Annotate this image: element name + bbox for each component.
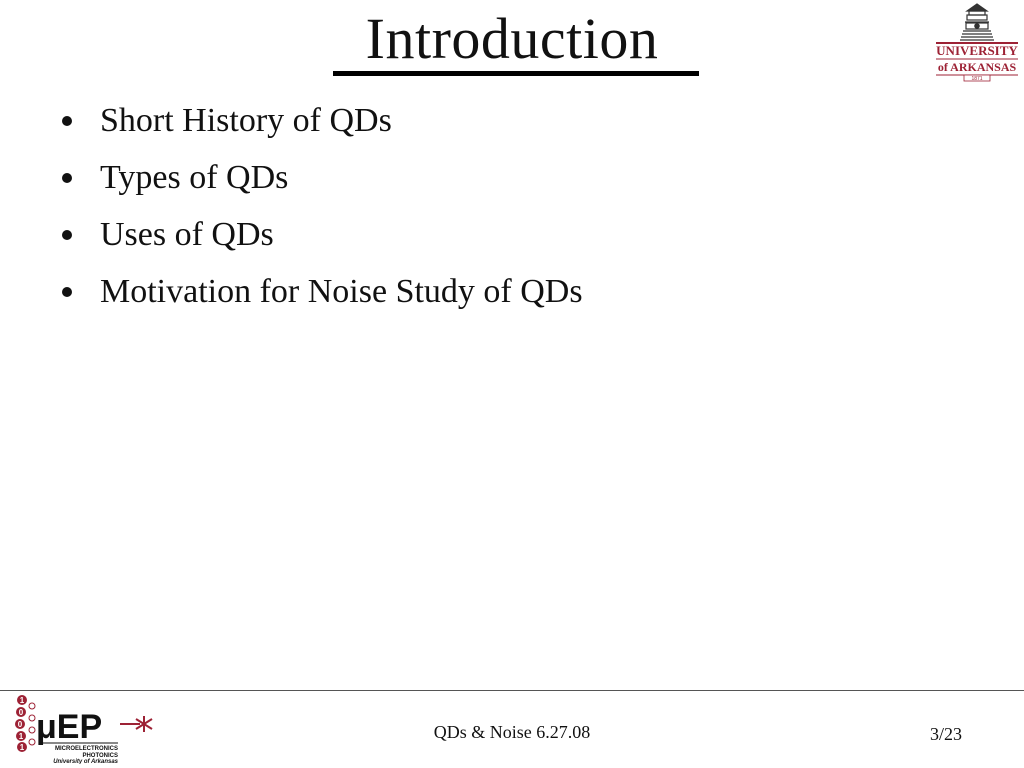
slide-title: Introduction [365, 6, 659, 71]
page-number: 3/23 [929, 724, 962, 744]
binary-digit: 0 [18, 708, 24, 717]
mep-subtitle-university: University of Arkansas [53, 759, 118, 764]
logo-university-text: UNIVERSITY [936, 43, 1018, 58]
binary-digit: 0 [17, 720, 23, 729]
bullet-list [56, 92, 583, 320]
logo-year-text: 1871 [971, 76, 983, 82]
bullet-text: Motivation for Noise Study of QDs [100, 273, 583, 310]
old-main-building-icon [960, 4, 994, 40]
logo-arkansas-text: of ARKANSAS [937, 60, 1017, 74]
title-underline [333, 71, 699, 76]
bullet-dot [62, 173, 72, 183]
binary-digit: 1 [19, 743, 25, 752]
bullet-text: Uses of QDs [100, 216, 274, 253]
binary-digit: 1 [19, 696, 25, 705]
mep-subtitle-photonics: PHOTONICS [82, 753, 118, 759]
bullet-dot [62, 230, 72, 240]
mep-subtitle-microelectronics: MICROELECTRONICS [55, 746, 118, 752]
bullet-text: Types of QDs [100, 159, 289, 196]
binary-digit: 1 [18, 732, 24, 741]
university-of-arkansas-logo [932, 2, 1022, 82]
bullet-item [56, 149, 583, 206]
footer-divider [0, 690, 1024, 691]
bullet-dot [62, 116, 72, 126]
footer-text: QDs & Noise 6.27.08 [433, 722, 591, 742]
bullet-text: Short History of QDs [100, 102, 392, 139]
bullet-item [56, 263, 583, 320]
mep-letters: μEP [36, 708, 103, 746]
bullet-item [56, 206, 583, 263]
bullet-item [56, 92, 583, 149]
bullet-dot [62, 287, 72, 297]
